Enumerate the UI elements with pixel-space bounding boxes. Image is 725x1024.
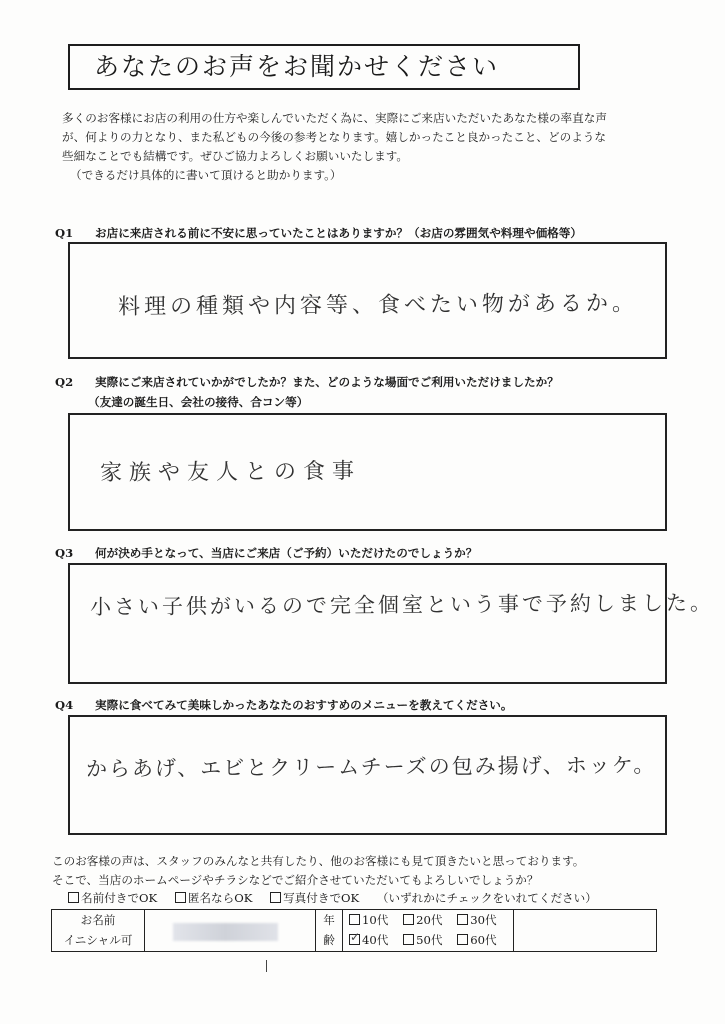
question-1 [55,225,582,241]
page-title: あなたのお声をお聞かせください [68,44,580,90]
initial-label: イニシャル可 [52,930,145,952]
answer-4-box[interactable] [68,715,667,835]
consent-photo[interactable]: 写真付きでOK [270,891,359,905]
consent-anonymous[interactable]: 匿名ならOK [175,891,253,905]
footer-text [52,852,584,890]
footer-line-2: そこで、当店のホームページやチラシなどでご紹介させていただいてもよろしいでしょうか？ [52,873,539,887]
question-1-number: Q1 [55,226,74,240]
age-label-2: 齢 [316,930,343,952]
age-option-50[interactable]: 50代 [403,933,442,947]
checkbox-icon[interactable] [349,914,360,925]
checkbox-icon[interactable] [457,914,468,925]
pen-mark [266,960,267,972]
answer-1-box[interactable] [68,242,667,359]
consent-named[interactable]: 名前付きでOK [68,891,157,905]
intro-text [62,109,687,185]
checkbox-checked-icon[interactable] [349,934,360,945]
checkbox-icon[interactable] [175,892,186,903]
question-2-sub: （友達の誕生日、会社の接待、合コン等） [88,395,309,409]
answer-4-text: からあげ、エビとクリームチーズの包み揚げ、ホッケ。 [85,753,657,781]
question-3-number: Q3 [55,546,74,560]
checkbox-icon[interactable] [403,914,414,925]
name-label: お名前 [52,910,145,930]
question-1-text: お店に来店される前に不安に思っていたことはありますか？（お店の雰囲気や料理や価格等） [95,226,582,240]
consent-options [68,890,611,906]
answer-2-box[interactable] [68,413,667,531]
age-option-20[interactable]: 20代 [403,913,442,927]
intro-line-4: （できるだけ具体的に書いて頂けると助かります。） [70,168,342,182]
intro-line-3: 些細なことでも結構です。ぜひご協力よろしくお願いいたします。 [62,149,408,163]
age-option-60[interactable]: 60代 [457,933,496,947]
answer-2-text: 家族や友人との食事 [99,459,362,486]
question-4 [55,697,513,713]
checkbox-icon[interactable] [403,934,414,945]
question-2-text: 実際にご来店されていかがでしたか？また、どのような場面でご利用いただけましたか？ [95,375,559,389]
intro-line-1: 多くのお客様にお店の利用の仕方や楽しんでいただく為に、実際にご来店いただいたあなた様の率直な声 [62,111,607,125]
checkbox-icon[interactable] [457,934,468,945]
age-option-10[interactable]: 10代 [349,913,388,927]
blank-cell [514,910,657,952]
age-options-row-1 [343,910,514,930]
name-field[interactable] [145,910,316,952]
customer-info-table [51,909,657,952]
age-option-30[interactable]: 30代 [457,913,496,927]
age-options-row-2 [343,930,514,952]
question-3 [55,545,477,561]
question-3-text: 何が決め手となって、当店にご来店（ご予約）いただけたのでしょうか？ [95,546,478,560]
consent-note: （いずれかにチェックをいれてください） [376,891,597,905]
answer-3-text: 小さい子供がいるので完全個室という事で予約しました。 [89,590,715,620]
checkbox-icon[interactable] [270,892,281,903]
answer-1-text: 料理の種類や内容等、食べたい物があるか。 [117,291,639,320]
question-4-number: Q4 [55,698,74,712]
question-2-number: Q2 [55,375,74,389]
blurred-name [173,923,278,941]
question-4-text: 実際に食べてみて美味しかったあなたのおすすめのメニューを教えてください。 [95,698,513,712]
checkbox-icon[interactable] [68,892,79,903]
age-label-1: 年 [316,910,343,930]
intro-line-2: が、何よりの力となり、また私どもの今後の参考となります。嬉しかったこと良かったこと、どのような [62,130,606,144]
footer-line-1: このお客様の声は、スタッフのみんなと共有したり、他のお客様にも見て頂きたいと思っております。 [52,854,585,868]
question-2 [55,374,559,390]
age-option-40[interactable]: ✓ 40代 [349,933,388,947]
answer-3-box[interactable] [68,563,715,684]
